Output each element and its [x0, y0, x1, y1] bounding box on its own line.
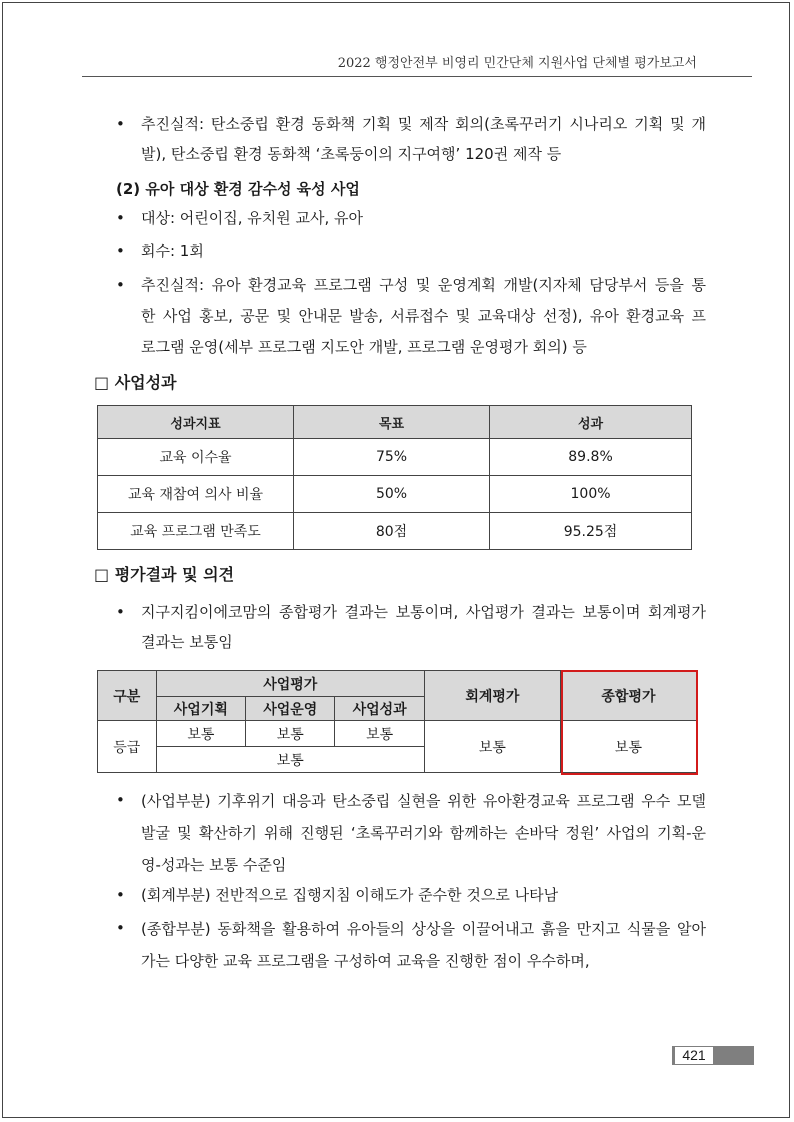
header-divider: [82, 76, 752, 77]
table-cell: 교육 재참여 의사 비율: [98, 476, 294, 513]
table-row: [98, 476, 692, 513]
bullet-dot-icon: •: [116, 242, 125, 260]
text-line: 회수: 1회: [141, 242, 204, 260]
bullet-dot-icon: •: [116, 791, 125, 809]
table-header-row: [98, 406, 692, 439]
text-line: 발굴 및 확산하기 위해 진행된 ‘초록꾸러기와 함께하는 손바닥 정원’ 사업의 기획-운: [141, 824, 706, 842]
table-header-cell: 사업성과: [335, 697, 424, 721]
text-line: 추진실적: 탄소중립 환경 동화책 기획 및 제작 회의(초록꾸러기 시나리오 기획 및 개: [141, 115, 706, 133]
table-cell: 보통: [156, 747, 424, 773]
table-cell: 50%: [294, 476, 490, 513]
bullet-opinion-total: [116, 913, 706, 977]
table-cell: 보통: [424, 721, 560, 773]
text-line: 가는 다양한 교육 프로그램을 구성하여 교육을 진행한 점이 우수하며,: [141, 952, 590, 970]
text-line: 지구지킴이에코맘의 종합평가 결과는 보통이며, 사업평가 결과는 보통이며 회계평가: [141, 603, 706, 621]
bullet-dot-icon: •: [116, 919, 125, 937]
text-line: 한 사업 홍보, 공문 및 안내문 발송, 서류접수 및 교육대상 선정), 유아 환경교육 프: [141, 307, 706, 325]
table-cell: 75%: [294, 439, 490, 476]
bullet-opinion-accounting: [116, 880, 706, 910]
bullet-dot-icon: •: [116, 209, 125, 227]
bullet-dot-icon: •: [116, 603, 125, 621]
bullet-target: [116, 203, 706, 233]
table-header-cell: 사업기획: [156, 697, 245, 721]
table-row: [98, 721, 697, 747]
table-header-cell: 구분: [98, 671, 157, 721]
table-header-cell: 성과지표: [98, 406, 294, 439]
section-title-evaluation: □ 평가결과 및 의견: [94, 565, 235, 584]
table-cell: 100%: [490, 476, 692, 513]
table-header-cell: 사업운영: [246, 697, 335, 721]
table-header-cell: 종합평가: [560, 671, 696, 721]
section-title-results: □ 사업성과: [94, 373, 177, 392]
bullet-dot-icon: •: [116, 276, 125, 294]
table-cell: 89.8%: [490, 439, 692, 476]
bullet-eval-summary: [116, 597, 706, 657]
text-line: 대상: 어린이집, 유치원 교사, 유아: [141, 209, 364, 227]
table-row: [98, 439, 692, 476]
text-line: 영-성과는 보통 수준임: [141, 856, 287, 874]
table-cell: 교육 프로그램 만족도: [98, 513, 294, 550]
table-cell: 보통: [246, 721, 335, 747]
table-cell: 95.25점: [490, 513, 692, 550]
table-cell: 보통: [156, 721, 245, 747]
table-cell: 보통: [335, 721, 424, 747]
table-header-cell: 회계평가: [424, 671, 560, 721]
bullet-opinion-business: [116, 785, 706, 881]
text-line: (사업부분) 기후위기 대응과 탄소중립 실현을 위한 유아환경교육 프로그램 우수 모델: [141, 792, 706, 810]
evaluation-table: [97, 670, 697, 773]
text-line: 로그램 운영(세부 프로그램 지도안 개발, 프로그램 운영평가 회의) 등: [141, 338, 587, 356]
text-line: (종합부분) 동화책을 활용하여 유아들의 상상을 이끌어내고 흙을 만지고 식물을 알아: [141, 920, 706, 938]
text-line: (회계부분) 전반적으로 집행지침 이해도가 준수한 것으로 나타남: [141, 886, 559, 904]
subsection-title: (2) 유아 대상 환경 감수성 육성 사업: [116, 180, 360, 198]
table-header-cell: 성과: [490, 406, 692, 439]
text-line: 결과는 보통임: [141, 633, 233, 651]
page-number-tab: [672, 1046, 754, 1065]
table-row: [98, 513, 692, 550]
table-cell: 보통: [560, 721, 696, 773]
table-cell: 교육 이수율: [98, 439, 294, 476]
text-line: 추진실적: 유아 환경교육 프로그램 구성 및 운영계획 개발(지자체 담당부서 등을 통: [141, 276, 706, 294]
table-header-cell: 사업평가: [156, 671, 424, 697]
bullet-dot-icon: •: [116, 115, 125, 133]
running-header: 2022 행정안전부 비영리 민간단체 지원사업 단체별 평가보고서: [337, 56, 697, 71]
bullet-intro: [116, 109, 706, 169]
table-header-cell: 목표: [294, 406, 490, 439]
bullet-dot-icon: •: [116, 886, 125, 904]
page-number: 421: [675, 1047, 713, 1064]
results-table: [97, 405, 692, 550]
table-header-row: [98, 671, 697, 697]
table-cell: 80점: [294, 513, 490, 550]
text-line: 발), 탄소중립 환경 동화책 ‘초록둥이의 지구여행’ 120권 제작 등: [141, 145, 562, 163]
table-cell: 등급: [98, 721, 157, 773]
bullet-performance: [116, 270, 706, 363]
bullet-count: [116, 236, 706, 266]
